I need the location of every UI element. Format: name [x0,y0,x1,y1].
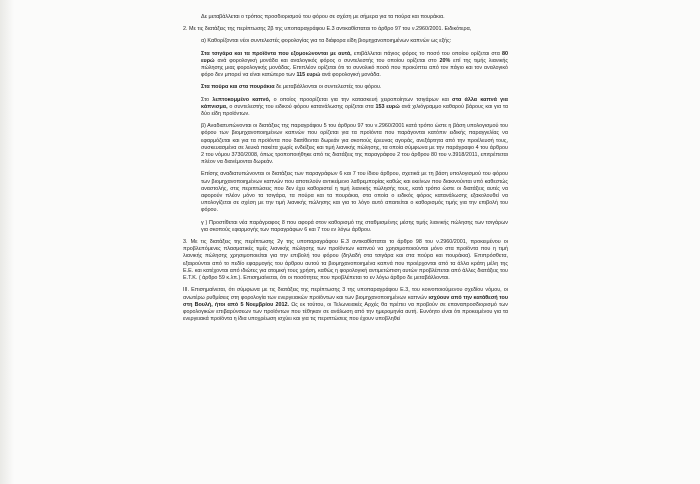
effective-date: ισχύουν από την κατάθεσή του στη Βουλή, ήτοι από 5 Νοεμβρίου 2012. [183,294,508,308]
document-body [183,0,508,323]
other-tobacco-heading: στα άλλα καπνά για κάπνισμα, [201,96,508,110]
cigarettes-heading: Στα τσιγάρα και τα προϊόντα που εξομοιώνονται με αυτά, [201,50,352,57]
paragraph-intro: Δε μεταβάλλεται ο τρόπος προσδιορισμού του φόρου σε σχέση με σήμερα για τα πούρα και πουράκια. [201,14,445,20]
fine-cut-paragraph [183,97,508,119]
cigars-heading: Στα πούρα και στα πουράκια [201,84,275,91]
item-3: 3. Με τις διατάξεις της περίπτωσης 2γ της υποπαραγράφου Ε.3 αντικαθίσταται το άρθρο 98 του ν.2960/2001, προκειμένου οι προβλεπόμενες πλασματικές τιμές λιανικής πώλησης των προϊόντων καπνού να χρησιμοποιούνται μόνο στα προϊόντα που η τιμή λιανικής πώλησης χρησιμοποιείται για την επιβολή του φόρου (δηλαδή στα τσιγάρα και στα πούρα και πουράκια). Επιπρόσθετα, εξαιρούνται από το πεδίο εφαρμογής του άρθρου αυτού τα βιομηχανοποιημένα καπνά που προέρχονται από τα άλλα κράτη μέλη της Ε.Ε. και κατέχονται από ιδιώτες για ατομική τους χρήση, καθώς η φορολογική αντιμετώπιση αυτών προβλέπεται από άλλες διατάξεις του Ε.Τ.Κ. ( άρθρο 59 κ.λπ.). Επισημαίνεται, ότι οι ποσότητες που προβλέπεται το εν λόγω άρθρο δε μεταβάλλονται. [183,239,508,282]
cigars-paragraph [183,84,508,91]
text-span: ανά φορολογική μονάδα. [321,72,381,79]
paragraphs-6-7: Επίσης αναδιατυπώνονται οι διατάξεις των παραγράφων 6 και 7 του ίδιου άρθρου, σχετικά με τη βάση υπολογισμού του φόρου των βιομηχανοποιημένων καπνών που αποτελούν αντικείμενο λαθρεμπορίας καθώς και εκείνων που διακινούνται υπό καθεστώς αναστολής, στις περιπτώσεις που δεν έχει καθοριστεί η τιμή λιανικής πώλησής τους, κατά τρόπο ώστε οι διατάξεις αυτές να αφορούν πλέον μόνο τα τσιγάρα, τα πούρα και τα πουράκια, στα οποία ο ειδικός φόρος κατανάλωσης εξακολουθεί να υπολογίζεται σε σχέση με την τιμή λιανικής πώλησης και για το λόγο αυτό απαιτείται ο καθορισμός τιμής για την επιβολή του φόρου. [201,171,508,214]
text-span: δε μεταβάλλονται οι συντελεστές του φόρου. [276,84,382,91]
text-span: Στο [201,96,210,103]
text-span: επιβάλλεται πάγιος φόρος το ποσό του οποίου ορίζεται στα [353,50,500,57]
text-span: ο οποίος προορίζεται για την κατασκευή χειροποίητων τσιγάρων και [273,96,449,103]
item-2-alpha: α) Καθορίζονται νέοι συντελεστές φορολογίας για τα διάφορα είδη βιομηχανοποιημένων καπνών ως εξής: [201,38,452,45]
text-span: ανά φορολογική μονάδα και αναλογικός φόρος ο συντελεστής του οποίου ορίζεται στο [217,57,437,64]
item-2-beta: β) Αναδιατυπώνονται οι διατάξεις της παραγράφου 5 του άρθρου 97 του ν.2960/2001 κατά τρόπο ώστε η βάση υπολογισμού του φόρου των βιομηχανοποιημένων καπνών που ορίζεται για τα προϊόντα που παράγονται κατόπιν ειδικής παραγγελίας να εφαρμόζεται και για τα προϊόντα που διατίθενται δωρεάν για σκοπούς έρευνας αγοράς, ανεξάρτητα από την προέλευσή τους, συσκευασμένα σε λευκά πακέτα χωρίς ενδείξεις και τιμή λιανικής πώλησης, τα οποία σύμφωνα με την παράγραφο 4 του άρθρου 2 του νόμου 3730/2008, όπως τροποποιήθηκε από τις διατάξεις της παραγράφου 2 του άρθρου 80 του ν.3918/2011, επιτρέπεται πλέον να διανέμονται δωρεάν. [201,123,508,166]
item-2: 2. Με τις διατάξεις της περίπτωσης 2β της υποπαραγράφου Ε.3 αντικαθίσταται το άρθρο 97 του ν.2960/2001. Ειδικότερα, [183,26,472,33]
text-span: ανά χιλιόγραμμο καθαρού βάρους και για τα δύο είδη προϊόντων. [201,103,509,118]
text-span: Ως εκ τούτου, οι Τελωνειακές Αρχές θα πρέπει να προβούν σε επαναπροσδιορισμό των φορολογικών επιβαρύνσεων των προϊόντων που τέθηκαν σε ανάλωση από την ημερομηνία αυτή. Ευνόητο είναι ότι προκειμένου για τα ενεργειακά προϊόντα η ίδια υποχρέωση ισχύει και για τις περιπτώσεις που έχουν υποβληθεί [183,301,509,323]
rate-20: 20% [439,57,451,64]
amount-80: 80 ευρώ [201,50,509,64]
amount-115: 115 ευρώ [296,72,321,79]
fine-cut-heading: λεπτοκομμένο καπνό, [212,96,271,103]
text-span: επί της τιμής λιανικής πώλησης μιας φορολογικής μονάδας. Επιπλέον ορίζεται ότι το συνολικό ποσό που προκύπτει από τον πάγιο και τον αναλογικό φόρο δεν μπορεί να είναι κατώτερο των [201,57,509,79]
cigarettes-paragraph [183,51,508,80]
scan-shadow [0,0,14,484]
amount-153: 153 ευρώ [375,103,400,110]
text-span: ΙΙΙ. Επισημαίνεται, ότι σύμφωνα με τις διατάξεις της περίπτωσης 3 της υποπαραγράφου Ε.3, του κοινοποιούμενου σχεδίου νόμου, οι ανωτέρω ρυθμίσεις στη φορολογία των ενεργειακών προϊόντων και των βιομηχανοποιημένων καπνών [183,287,508,301]
text-span: ο συντελεστής του ειδικού φόρου κατανάλωσης ορίζεται στα [229,103,374,110]
section-iii [183,287,508,323]
item-2-gamma: γ ) Προστίθεται νέα παράγραφος 8 που αφορά στον καθορισμό της σταθμισμένης μέσης τιμής λιανικής πώλησης των τσιγάρων για σκοπούς εφαρμογής των παραγράφων 6 και 7 του εν λόγω άρθρου. [201,219,508,233]
